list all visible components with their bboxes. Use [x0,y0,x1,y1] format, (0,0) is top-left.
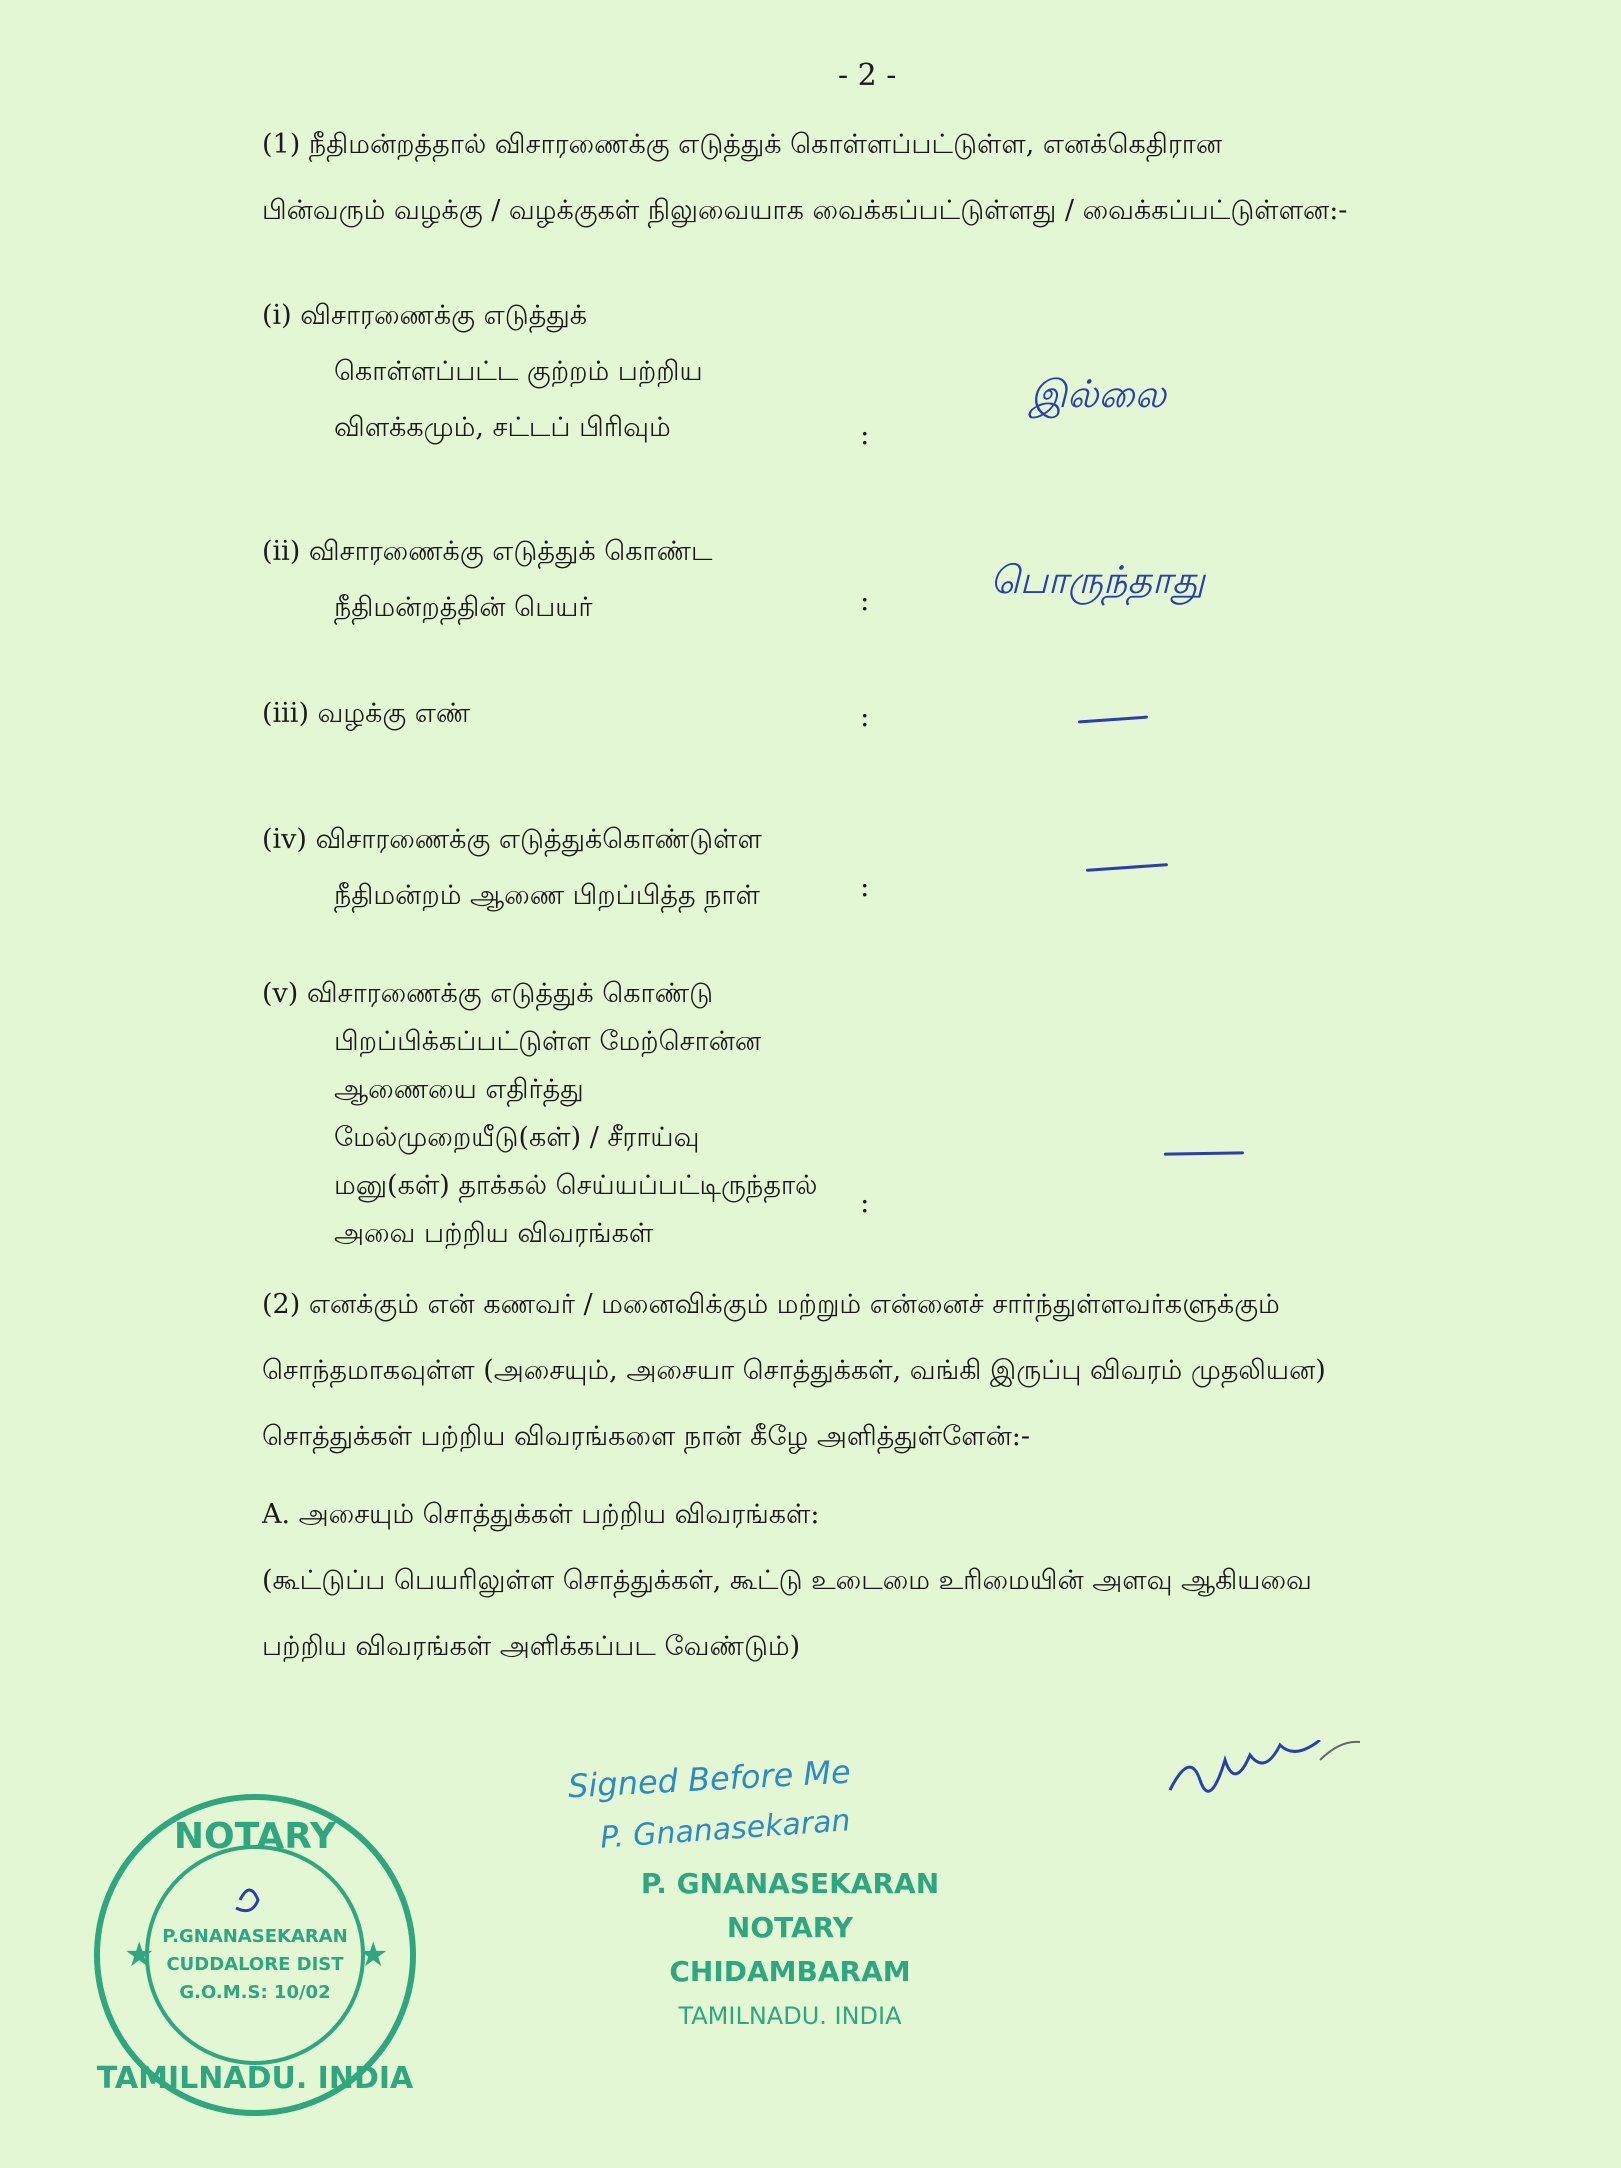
item-v-line: மனு(கள்) தாக்கல் செய்யப்பட்டிருந்தால் [334,1170,818,1201]
item-ii-answer: பொருந்தாது [990,558,1205,602]
item-ii-line: (ii) விசாரணைக்கு எடுத்துக் கொண்ட [262,536,713,567]
seal-bottom-text: TAMILNADU. INDIA [96,2061,414,2096]
item-i-line: (i) விசாரணைக்கு எடுத்துக் [262,300,588,331]
notary-city: CHIDAMBARAM [669,1955,911,1988]
item-i [262,288,703,456]
intro-paragraph [262,112,1462,244]
intro-line-1: (1) நீதிமன்றத்தால் விசாரணைக்கு எடுத்துக் கொள்ளப்பட்டுள்ள, எனக்கெதிரான [262,129,1223,160]
seal-initial-mark [236,1890,258,1911]
page-number: - 2 - [838,58,897,93]
seal-star-icon: ★ [358,1935,389,1975]
item-v [262,970,817,1258]
seal-top-text: NOTARY [173,1816,337,1857]
item-iv-line: நீதிமன்றம் ஆணை பிறப்பித்த நாள் [334,880,760,911]
item-v-line: மேல்முறையீடு(கள்) / சீராய்வு [334,1122,700,1153]
signed-before-me-text: Signed Before Me [567,1752,852,1806]
item-iii-line: (iii) வழக்கு எண் [262,698,471,729]
notary-seal-stamp [90,1790,420,2120]
item-ii-colon: : [860,584,870,617]
item-iii [262,686,470,742]
item-i-answer: இல்லை [1030,372,1167,416]
signature-mark [1160,1740,1360,1820]
item-iv [262,812,762,924]
item-i-colon: : [860,418,870,451]
notary-state: TAMILNADU. INDIA [678,2002,902,2030]
section-a-note-line: பற்றிய விவரங்கள் அளிக்கப்பட வேண்டும்) [262,1631,801,1662]
notary-handwritten-name: P. Gnanasekaran [599,1803,852,1856]
item-v-answer-dash [1164,1151,1244,1155]
item-iv-colon: : [860,870,870,903]
item-ii-line: நீதிமன்றத்தின் பெயர் [334,592,593,623]
item-ii [262,524,713,636]
notary-title: NOTARY [726,1911,854,1944]
notary-name: P. GNANASEKARAN [640,1867,940,1900]
seal-line-3: G.O.M.S: 10/02 [179,1982,331,2003]
item-v-line: அவை பற்றிய விவரங்கள் [334,1218,654,1249]
section-a-note-line: (கூட்டுப்ப பெயரிலுள்ள சொத்துக்கள், கூட்டு உடைமை உரிமையின் அளவு ஆகியவை [262,1565,1312,1596]
item-v-line: ஆணையை எதிர்த்து [334,1074,584,1105]
notary-stamp-text [560,1862,1020,2038]
item-v-line: பிறப்பிக்கப்பட்டுள்ள மேற்சொன்ன [334,1026,762,1057]
seal-star-icon: ★ [124,1935,155,1975]
section-2-line: சொத்துக்கள் பற்றிய விவரங்களை நான் கீழே அளித்துள்ளேன்:- [262,1421,1031,1452]
section-a [262,1482,1462,1680]
section-2-paragraph [262,1272,1462,1470]
item-iii-answer-dash [1078,716,1148,724]
item-v-line: (v) விசாரணைக்கு எடுத்துக் கொண்டு [262,978,714,1009]
item-iii-colon: : [860,700,870,733]
seal-line-1: P.GNANASEKARAN [162,1926,348,1947]
item-iv-line: (iv) விசாரணைக்கு எடுத்துக்கொண்டுள்ள [262,824,762,855]
item-i-line: கொள்ளப்பட்ட குற்றம் பற்றிய [334,356,703,387]
section-a-heading: A. அசையும் சொத்துக்கள் பற்றிய விவரங்கள்: [262,1499,820,1530]
section-2-line: சொந்தமாகவுள்ள (அசையும், அசையா சொத்துக்கள், வங்கி இருப்பு விவரம் முதலியன) [262,1355,1326,1386]
intro-line-2: பின்வரும் வழக்கு / வழக்குகள் நிலுவையாக வைக்கப்பட்டுள்ளது / வைக்கப்பட்டுள்ளன:- [262,195,1348,226]
section-2-line: (2) எனக்கும் என் கணவர் / மனைவிக்கும் மற்றும் என்னைச் சார்ந்துள்ளவர்களுக்கும் [262,1289,1280,1320]
item-iv-answer-dash [1086,863,1168,872]
item-v-colon: : [860,1186,870,1219]
item-i-line: விளக்கமும், சட்டப் பிரிவும் [334,412,671,443]
seal-line-2: CUDDALORE DIST [166,1954,344,1975]
